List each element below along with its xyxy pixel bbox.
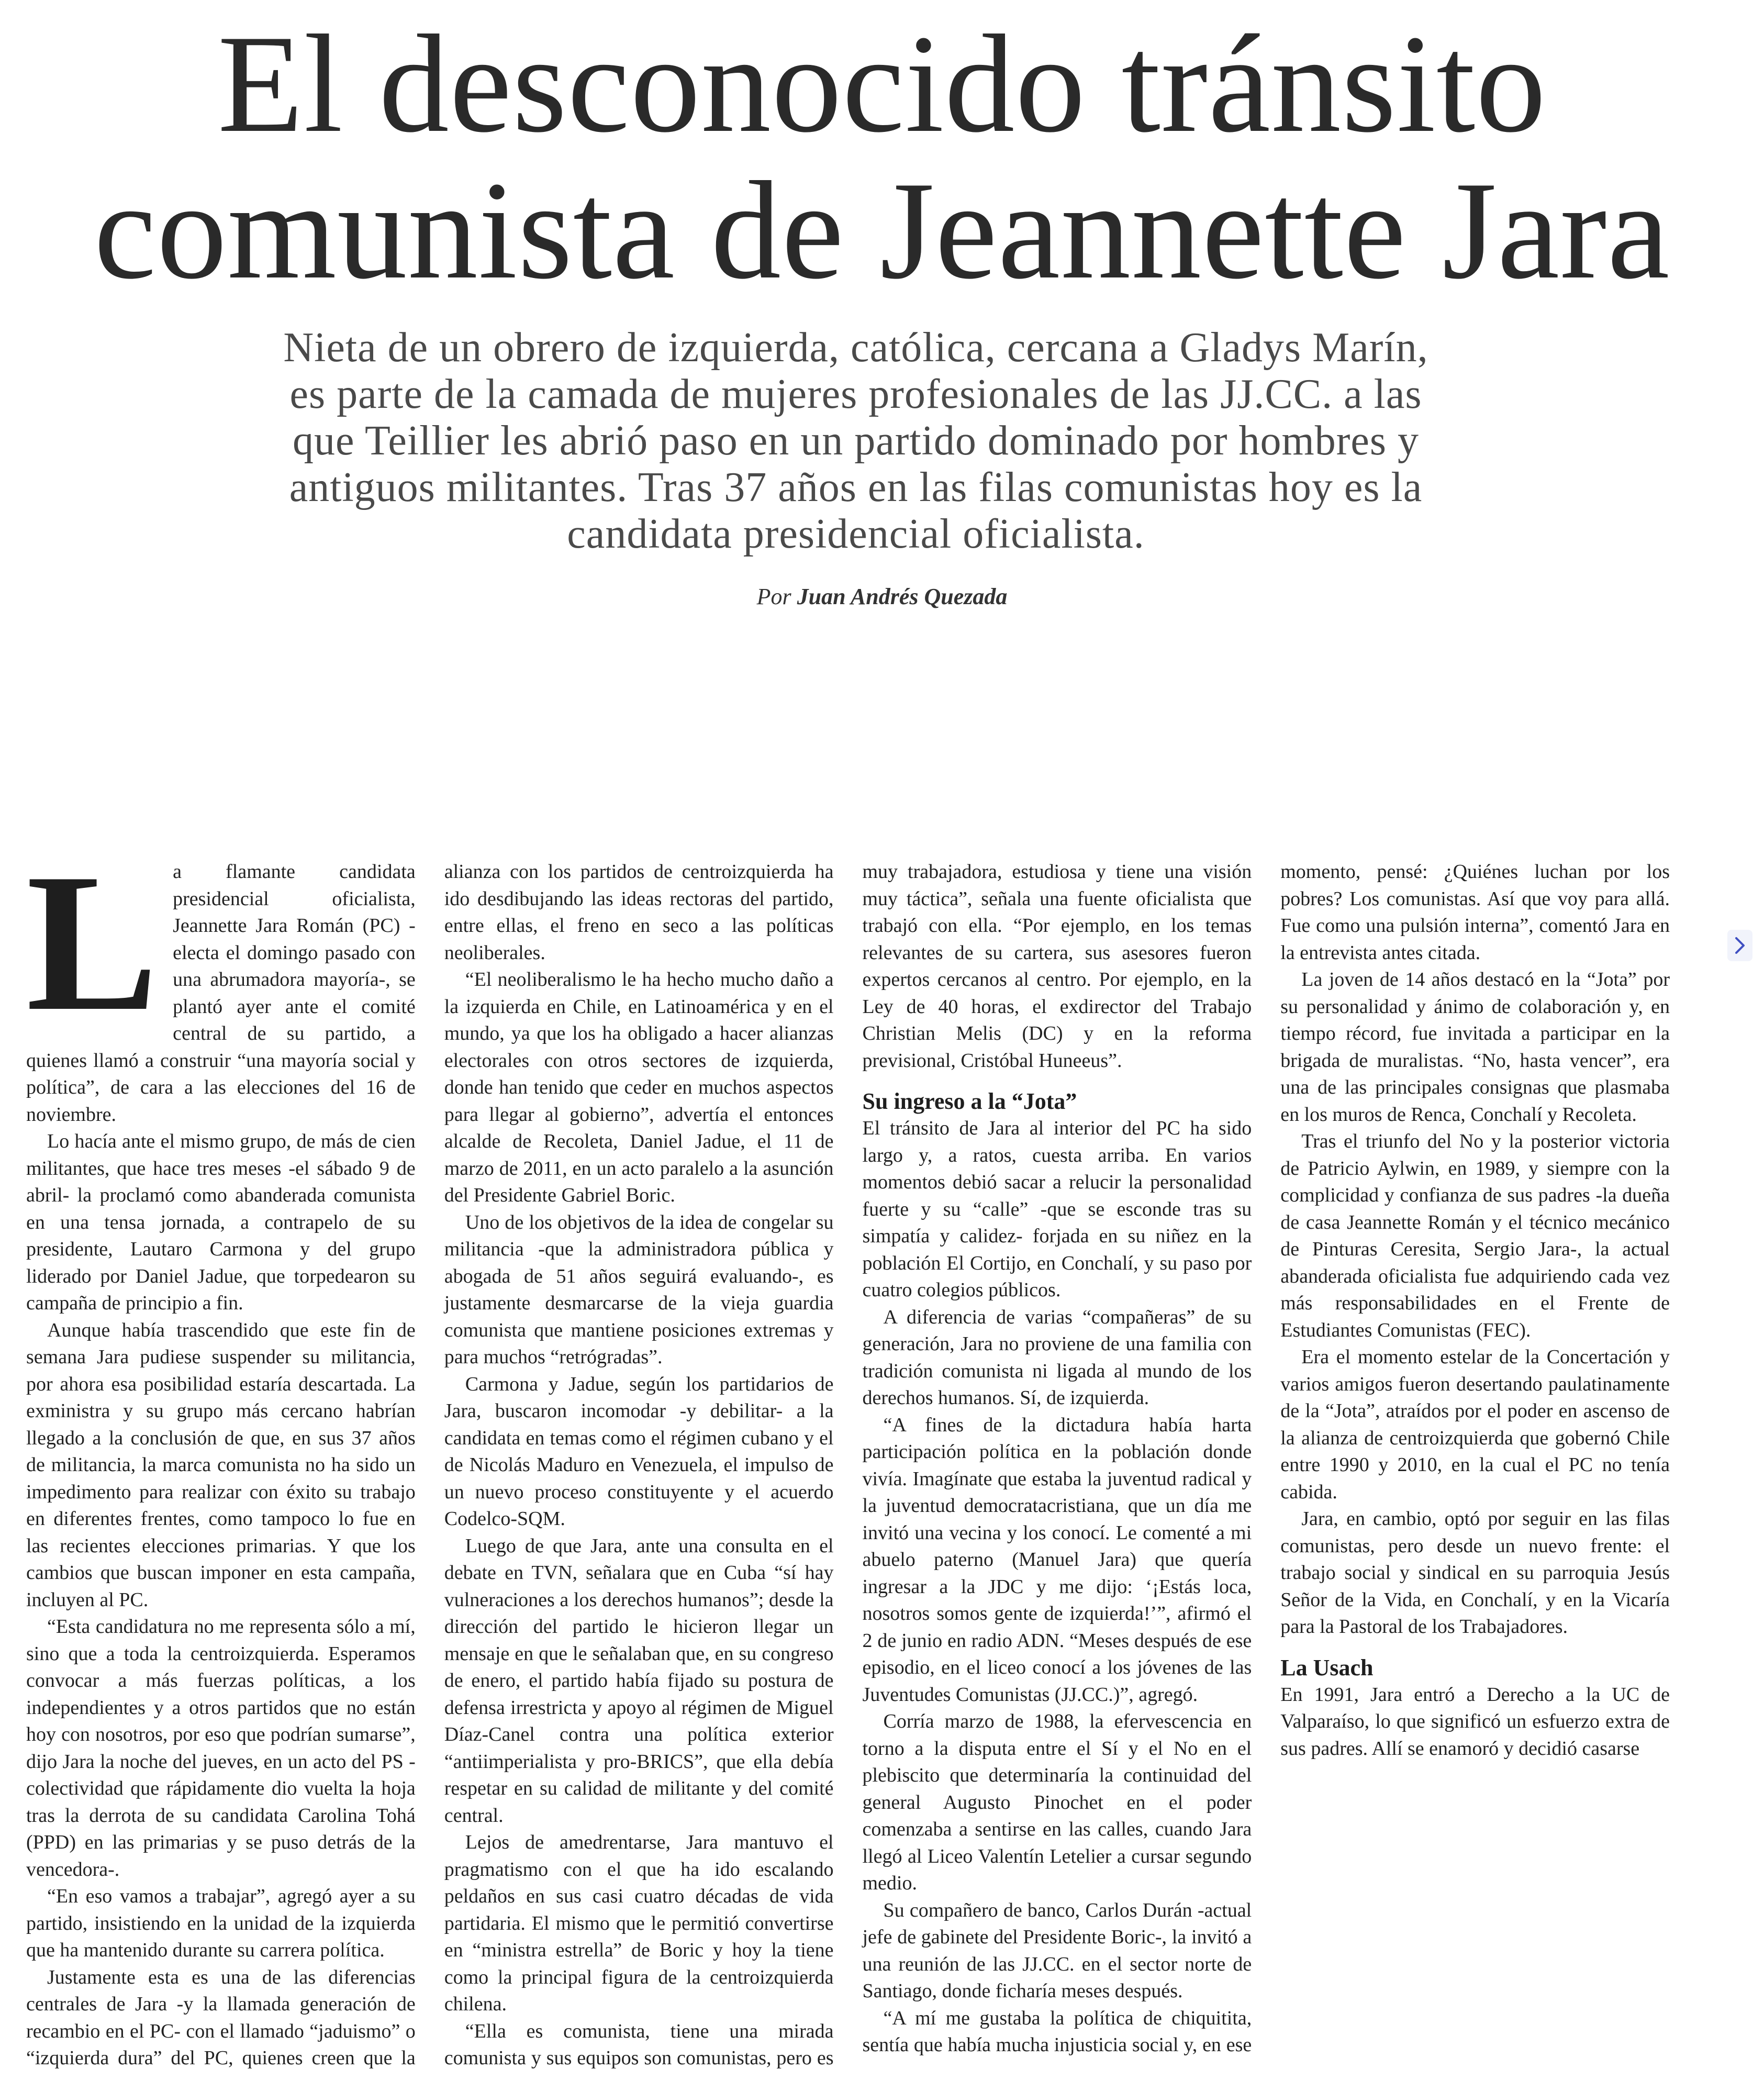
article-body [26, 832, 1670, 2073]
article-paragraph: Corría marzo de 1988, la efervescencia en torno a la disputa entre el Sí y el No en el plebiscito que determinaría la continuidad del general Augusto Pinochet en el poder comenzaba a sentirse en las calles, cuando Jara llegó al Liceo Valentín Letelier a cursar segundo medio. [862, 1710, 1252, 1894]
article-paragraph: En 1991, Jara entró a Derecho a la UC de Valparaíso, lo que significó un esfuerzo extra de sus padres. Allí se enamoró y decidió casarse [1280, 1683, 1670, 1760]
next-page-button[interactable] [1727, 930, 1752, 961]
article-paragraph: Jara, en cambio, optó por seguir en las filas comunistas, pero desde un nuevo frente: el trabajo social y sindical en su parroquia Jesús Señor de la Vida, en Conchalí, y en la Vicaría para la Pastoral de los Trabajadores. [1280, 1508, 1670, 1638]
article-paragraph: “A fines de la dictadura había harta participación política en la población donde vivía. Imagínate que estaba la juventud radical y la juventud democratacristiana, que un día me invitó una vecina y los conocí. Le comenté a mi abuelo paterno (Manuel Jara) que quería ingresar a la JDC y me dijo: ‘¡Estás loca, nosotros somos gente de izquierda!’”, afirmó el 2 de junio en radio ADN. “Meses después de ese episodio, en el liceo conocí a los jóvenes de las Juventudes Comunistas (JJ.CC.)”, agregó. [862, 1414, 1252, 1706]
byline-author: Juan Andrés Quezada [797, 584, 1008, 609]
chevron-right-icon [1733, 935, 1747, 956]
paragraph-text: a flamante candidata presidencial oficialista, Jeannette Jara Román (PC) -electa el domingo pasado con una abrumadora mayoría-, se plantó ayer ante el comité central de su partido, a quienes llamó a construir “una mayoría social y política”, de cara a las elecciones del 16 de noviembre. [26, 861, 416, 1126]
article-paragraph: A diferencia de varias “compañeras” de su generación, Jara no proviene de una familia con tradición comunista ni ligada al mundo de los derechos humanos. Sí, de izquierda. [862, 1306, 1252, 1409]
article-paragraph: “Ella es comunista, tiene una mirada comunista y sus equipos son comunistas, pero es muy trabajadora, estudiosa y tiene una visión muy táctica”, señala una fuente oficialista que trabajó con ella. “Por ejemplo, en los temas relevantes de su cartera, sus asesores fueron expertos cercanos al centro. Por ejemplo, en la Ley de 40 horas, el exdirector del Trabajo Christian Melis (DC) y en la reforma previsional, Cristóbal Huneeus”. [444, 861, 1252, 2069]
article-paragraph: Tras el triunfo del No y la posterior victoria de Patricio Aylwin, en 1989, y siempre con la complicidad y confianza de sus padres -la dueña de casa Jeannette Román y el técnico mecánico de Pinturas Ceresita, Sergio Jara-, la actual abanderada oficialista fue adquiriendo cada vez más responsabilidades en el Frente de Estudiantes Comunistas (FEC). [1280, 1130, 1670, 1341]
article-paragraph: Uno de los objetivos de la idea de congelar su militancia -que la administradora pública y abogada de 51 años seguirá evaluando-, es justamente desmarcarse de la vieja guardia comunista que mantiene posiciones extremas y para muchos “retrógradas”. [444, 1211, 834, 1368]
headline [21, 6, 1743, 308]
article-paragraph: Carmona y Jadue, según los partidarios de Jara, buscaron incomodar -y debilitar- a la candidata en temas como el régimen cubano y el de Nicolás Maduro en Venezuela, el impulso de un nuevo proceso constituyente y el acuerdo Codelco-SQM. [444, 1373, 834, 1530]
drop-cap: L [26, 832, 159, 1052]
section-subhead: La Usach [1280, 1654, 1374, 1681]
headline-line: El desconocido tránsito [217, 6, 1547, 161]
section-subhead: Su ingreso a la “Jota” [862, 1088, 1077, 1114]
byline-prefix: Por [756, 584, 791, 609]
article-paragraph: Aunque había trascendido que este fin de semana Jara pudiese suspender su militancia, por ahora esa posibilidad estaría descartada. La exministra y su grupo más cercano habrían llegado a la conclusión de que, en sus 37 años de militancia, la marca comunista no ha sido un impedimento para realizar con éxito su trabajo en diferentes frentes, como tampoco lo fue en las recientes elecciones primarias. Y que los cambios que buscan imponer en esta campaña, incluyen al PC. [26, 1319, 416, 1611]
article-paragraph: Lo hacía ante el mismo grupo, de más de cien militantes, que hace tres meses -el sábado 9 de abril- la proclamó como abanderada comunista en una tensa jornada, a contrapelo de su presidente, Lautaro Carmona y del grupo liderado por Daniel Jadue, que torpedearon su campaña de principio a fin. [26, 1130, 416, 1314]
article-paragraph: “Esta candidatura no me representa sólo a mí, sino que a toda la centroizquierda. Esperamos convocar a más fuerzas políticas, a los independientes y a otros partidos que no están hoy con nosotros, por eso que podrían sumarse”, dijo Jara la noche del jueves, en un acto del PS -colectividad que rápidamente dio vuelta la hoja tras la derrota de su candidata Carolina Tohá (PPD) en las primarias y se puso detrás de la vencedora-. [26, 1616, 416, 1880]
article-dek: Nieta de un obrero de izquierda, católica, cercana a Gladys Marín, es parte de la camada de mujeres profesionales de las JJ.CC. a las que Teillier les abrió paso en un partido dominado por hombres y antiguos militantes. Tras 37 años en las filas comunistas hoy es la candidata presidencial oficialista. [283, 325, 1428, 557]
article-paragraph: La joven de 14 años destacó en la “Jota” por su personalidad y ánimo de colaboración y, en tiempo récord, fue invitada a participar en la brigada de muralistas. “No, hasta vencer”, era una de las principales consignas que plasmaba en los muros de Renca, Conchalí y Recoleta. [1280, 969, 1670, 1126]
article-paragraph: Luego de que Jara, ante una consulta en el debate en TVN, señalara que en Cuba “sí hay vulneraciones a los derechos humanos”; desde la dirección del partido le hicieron llegar un mensaje en que le señalaban que, en su congreso de enero, el partido había fijado su postura de defensa irrestricta y apoyo al régimen de Miguel Díaz-Canel contra una política exterior “antiimperialista y pro-BRICS”, que ella debía respetar en su calidad de militante y del comité central. [444, 1534, 834, 1827]
article-paragraph: El tránsito de Jara al interior del PC ha sido largo y, a ratos, cuesta arriba. En varios momentos debió sacar a relucir la personalidad fuerte y su “calle” -que se esconde tras su simpatía y calidez- forjada en su niñez en la población El Cortijo, en Conchalí, y su paso por cuatro colegios públicos. [862, 1117, 1252, 1301]
article-paragraph: Lejos de amedrentarse, Jara mantuvo el pragmatismo con el que ha ido escalando peldaños en sus casi cuatro décadas de vida partidaria. El mismo que le permitió convertirse en “ministra estrella” de Boric y hoy la tiene como la principal figura de la centroizquierda chilena. [444, 1831, 834, 2015]
article-paragraph: Su compañero de banco, Carlos Durán -actual jefe de gabinete del Presidente Boric-, la invitó a una reunión de las JJ.CC. en el sector norte de Santiago, donde ficharía meses después. [862, 1899, 1252, 2002]
article-paragraph: “En eso vamos a trabajar”, agregó ayer a su partido, insistiendo en la unidad de la izquierda que ha mantenido durante su carrera política. [26, 1885, 416, 1961]
article-paragraph: “El neoliberalismo le ha hecho mucho daño a la izquierda en Chile, en Latinoamérica y en el mundo, ya que los ha obligado a hacer alianzas electorales con otros sectores de izquierda, donde han tenido que ceder en muchos aspectos para llegar al gobierno”, advertía el entonces alcalde de Recoleta, Daniel Jadue, el 11 de marzo de 2011, en un acto paralelo a la asunción del Presidente Gabriel Boric. [444, 969, 834, 1206]
byline [471, 582, 1293, 611]
article-paragraph: “A mí me gustaba la política de chiquitita, sentía que había mucha injusticia social y, en ese momento, pensé: ¿Quiénes luchan por los pobres? Los comunistas. Así que voy para allá. Fue como una pulsión interna”, comentó Jara en la entrevista antes citada. [862, 861, 1670, 2056]
article-paragraph: Era el momento estelar de la Concertación y varios amigos fueron desertando paulatinamente de la “Jota”, atraídos por el poder en ascenso de la alianza de centroizquierda que gobernó Chile entre 1990 y 2010, en la cual el PC no tenía cabida. [1280, 1346, 1670, 1503]
headline-line: comunista de Jeannette Jara [94, 152, 1670, 308]
article-paragraph [26, 832, 416, 1128]
article-paragraph: Justamente esta es una de las diferencias centrales de Jara -y la llamada generación de recambio en el PC- con el llamado “jaduismo” o “izquierda dura” del PC, quienes creen que la alianza con los partidos de centroizquierda ha ido desdibujando las ideas rectoras del partido, entre ellas, el freno en seco a las políticas neoliberales. [26, 861, 834, 2069]
